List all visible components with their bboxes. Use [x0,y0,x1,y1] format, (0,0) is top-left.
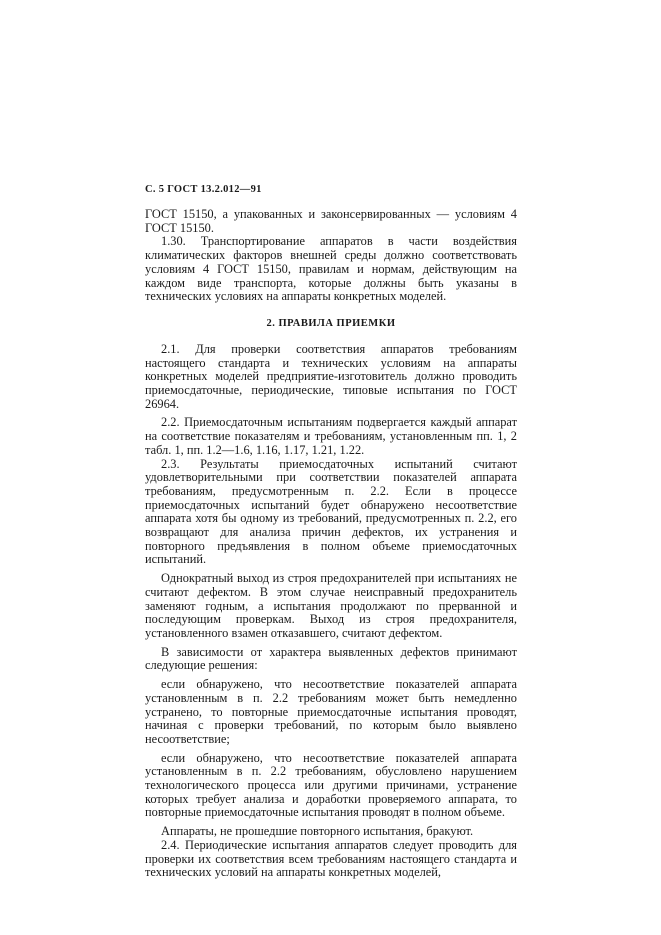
paragraph-decisions: В зависимости от характера выявленных дефектов принимают следующие решения: [145,644,517,673]
paragraph-2-2: 2.2. Приемосдаточным испытаниям подвергается каждый аппарат на соответствие показателям и требованиям, установленным пп. 1, 2 табл. 1, пп. 1.2—1.6, 1.16, 1.17, 1.21, 1.22. [145,415,517,457]
paragraph-continuation: ГОСТ 15150, а упакованных и законсервированных — условиям 4 ГОСТ 15150. [145,207,517,235]
paragraph-1-30: 1.30. Транспортирование аппаратов в части воздействия климатических факторов внешней среды должно соответствовать условиям 4 ГОСТ 15150, правилам и нормам, действующим на каждом виде транспорта, которые должны быть указаны в технических условиях на аппараты конкретных моделей. [145,234,517,304]
paragraph-reject: Аппараты, не прошедшие повторного испытания, бракуют. [161,824,474,839]
running-header: С. 5 ГОСТ 13.2.012—91 [145,184,262,195]
paragraph-2-1: 2.1. Для проверки соответствия аппаратов требованиям настоящего стандарта и технических условиям на аппараты конкретных моделей предприятие-изготовитель должно проводить приемосдаточные, периодические, типовые испытания по ГОСТ 26964. [145,341,517,411]
paragraph-fuse: Однократный выход из строя предохранителей при испытаниях не считают дефектом. В этом случае неисправный предохранитель заменяют годным, а испытания продолжают по прерванной и последующим проверкам. Выход из строя предохранителя, установленного взамен отказавшего, считают дефектом. [145,571,517,640]
paragraph-case-2: если обнаружено, что несоответствие показателей аппарата установленным в п. 2.2 требованиям, обусловлено нарушением технологического процесса или другими причинами, устранение которых требует анализа и доработки проверяемого аппарата, то повторные приемосдаточные испытания проводят в полном объеме. [145,750,517,820]
document-body [145,208,517,880]
paragraph-case-1: если обнаружено, что несоответствие показателей аппарата установленным в п. 2.2 требованиям может быть немедленно устранено, то повторные приемосдаточные испытания проводят, начиная с проверки требований, по которым было выявлено несоответствие; [145,677,517,746]
paragraph-2-3: 2.3. Результаты приемосдаточных испытаний считают удовлетворительными при соответствии показателей аппарата требованиям, предусмотренным п. 2.2. Если в процессе приемосдаточных испытаний будет обнаружено несоответствие аппарата хотя бы одному из требований, предусмотренных п. 2.2, его возвращают для анализа причин дефектов, их устранения и повторного предъявления в полном объеме приемосдаточных испытаний. [145,456,517,567]
section-heading: 2. ПРАВИЛА ПРИЕМКИ [266,317,396,329]
paragraph-2-4: 2.4. Периодические испытания аппаратов следует проводить для проверки их соответствия всем требованиям настоящего стандарта и технических условий на аппараты конкретных моделей, [145,837,517,880]
